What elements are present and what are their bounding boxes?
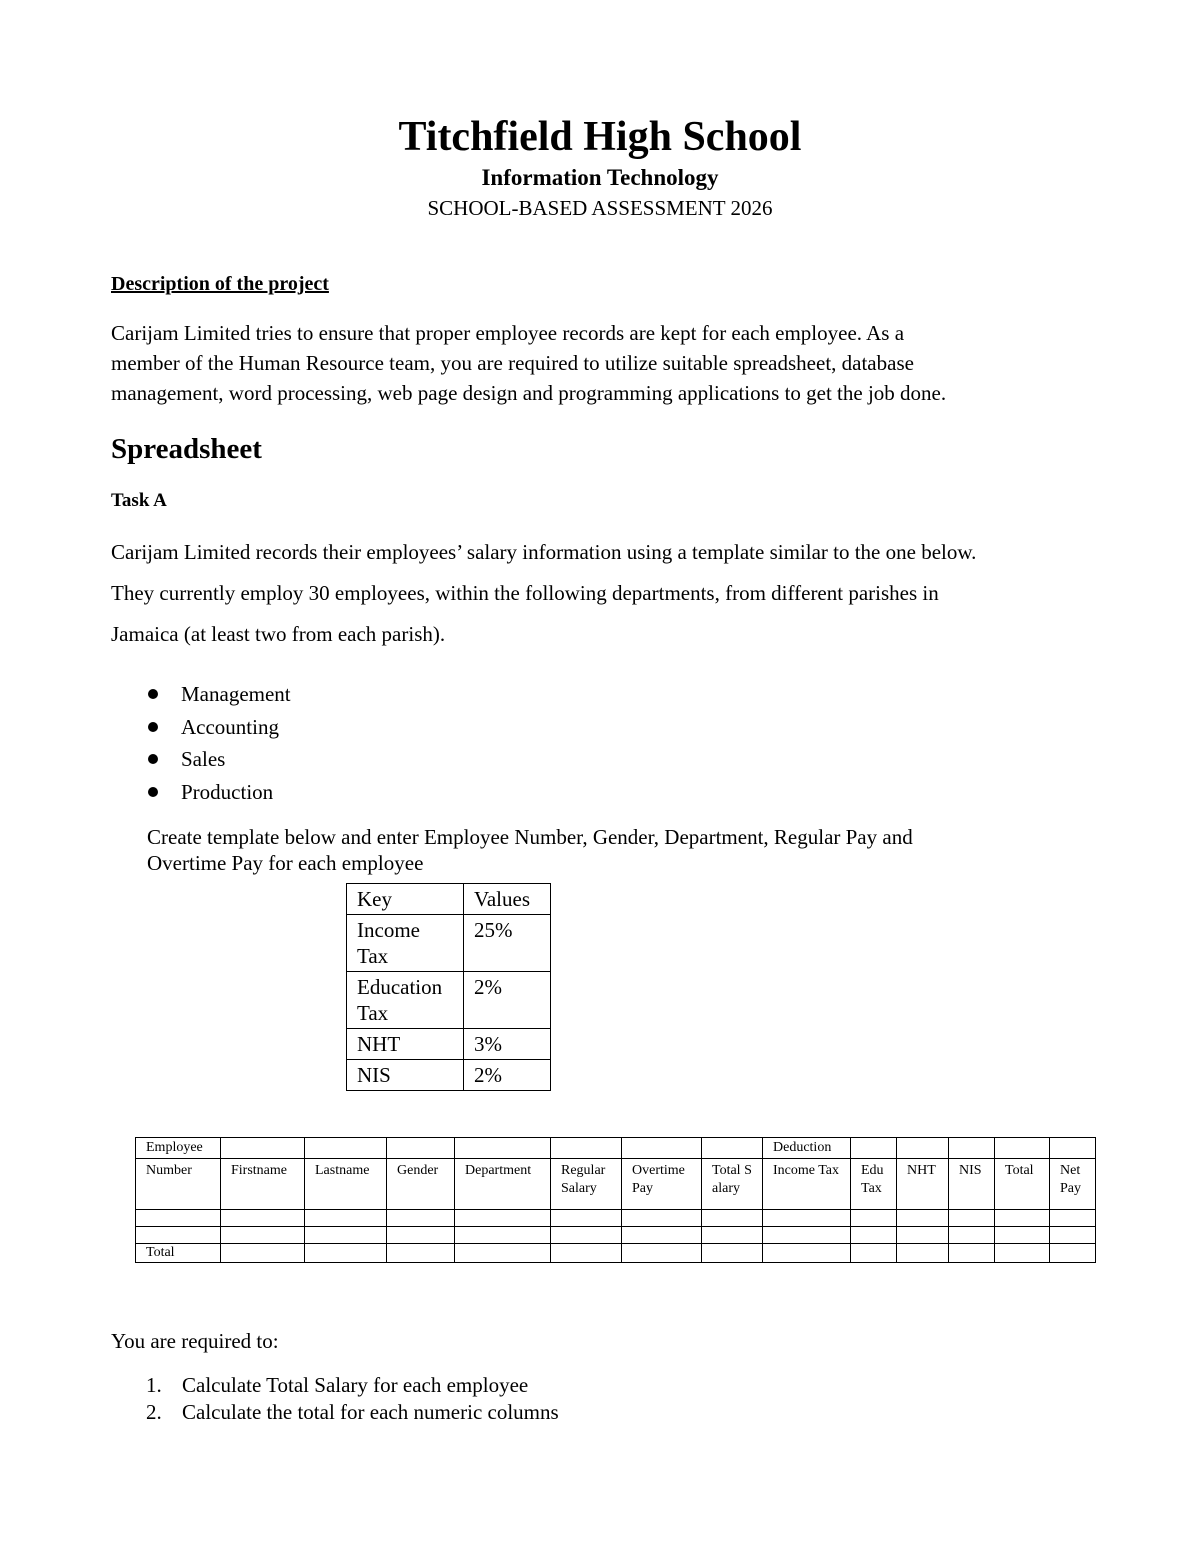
table-header-cell: Edu Tax [851,1159,897,1210]
values-header: Values [464,884,551,915]
table-header-cell: Gender [387,1159,455,1210]
value-cell: 25% [464,915,551,972]
table-row [347,884,551,915]
table-cell [387,1244,455,1263]
table-cell [221,1244,305,1263]
table-cell [949,1210,995,1227]
table-header-cell: Total Salary [702,1159,763,1210]
key-header: Key [347,884,464,915]
table-cell [551,1244,622,1263]
table-header-cell [305,1138,387,1159]
table-header-cell [949,1138,995,1159]
list-item: Management [148,678,291,711]
table-cell [897,1227,949,1244]
description-line: management, word processing, web page design and programming applications to get the job done. [111,381,947,405]
table-cell [702,1227,763,1244]
table-cell [897,1210,949,1227]
table-header-cell [995,1138,1050,1159]
table-cell [622,1210,702,1227]
table-header-cell: Firstname [221,1159,305,1210]
table-header-cell [221,1138,305,1159]
table-cell [387,1227,455,1244]
list-item: Sales [148,743,291,776]
create-line: Create template below and enter Employee Number, Gender, Department, Regular Pay and [147,825,913,849]
table-header-cell: Income Tax [763,1159,851,1210]
table-header-cell: Number [136,1159,221,1210]
table-row [347,915,551,972]
table-header-cell [851,1138,897,1159]
table-cell [622,1244,702,1263]
list-item [146,1399,559,1426]
table-row [347,1029,551,1060]
item-number: 1. [146,1373,162,1397]
task-line: They currently employ 30 employees, within the following departments, from different parishes in [111,581,939,605]
value-cell: 3% [464,1029,551,1060]
list-item [146,1372,559,1399]
table-header-cell: Regular Salary [551,1159,622,1210]
table-cell [551,1227,622,1244]
salary-template-table [135,1137,1096,1263]
table-cell [851,1210,897,1227]
item-text: Calculate the total for each numeric columns [182,1400,559,1424]
table-cell [763,1244,851,1263]
table-header-cell [387,1138,455,1159]
value-cell: 2% [464,972,551,1029]
table-row [136,1159,1096,1210]
table-header-cell [455,1138,551,1159]
table-cell [702,1210,763,1227]
table-cell [136,1210,221,1227]
key-cell: Income Tax [347,915,464,972]
value-cell: 2% [464,1060,551,1091]
table-cell [897,1244,949,1263]
assessment-title: SCHOOL-BASED ASSESSMENT 2026 [427,196,773,220]
table-cell [995,1227,1050,1244]
table-cell [702,1244,763,1263]
table-header-cell: Department [455,1159,551,1210]
table-header-cell: NIS [949,1159,995,1210]
table-cell [995,1244,1050,1263]
table-header-cell [551,1138,622,1159]
key-cell: Education Tax [347,972,464,1029]
table-header-cell: Total [995,1159,1050,1210]
table-row [136,1227,1096,1244]
table-cell [387,1210,455,1227]
table-header-cell: Overtime Pay [622,1159,702,1210]
table-cell [763,1227,851,1244]
table-cell [455,1244,551,1263]
spreadsheet-heading: Spreadsheet [111,433,262,465]
school-title: Titchfield High School [398,114,802,160]
item-text: Calculate Total Salary for each employee [182,1373,529,1397]
table-row [136,1244,1096,1263]
key-cell: NHT [347,1029,464,1060]
table-cell [221,1210,305,1227]
create-template-paragraph [147,824,1047,876]
table-cell [551,1210,622,1227]
description-heading: Description of the project [111,273,329,295]
table-header-cell [702,1138,763,1159]
table-cell [305,1227,387,1244]
description-line: Carijam Limited tries to ensure that proper employee records are kept for each employee. As a [111,321,905,345]
table-row [136,1210,1096,1227]
table-cell [305,1244,387,1263]
department-list [148,678,291,808]
table-cell [305,1210,387,1227]
table-cell [995,1210,1050,1227]
table-header-cell: Employee [136,1138,221,1159]
key-values-table [346,883,551,1091]
requirements-list [146,1372,559,1426]
table-row [136,1138,1096,1159]
task-a-paragraph [111,532,1111,655]
description-paragraph [111,318,1071,408]
list-item: Accounting [148,711,291,744]
list-item: Production [148,776,291,809]
task-line: Carijam Limited records their employees’ salary information using a template similar to the one below. [111,540,977,564]
total-label: Total [136,1244,221,1263]
table-cell [455,1227,551,1244]
table-cell [221,1227,305,1244]
table-cell [949,1244,995,1263]
create-line: Overtime Pay for each employee [147,851,424,875]
table-cell [949,1227,995,1244]
table-cell [1050,1210,1096,1227]
table-header-cell: Net Pay [1050,1159,1096,1210]
table-row [347,1060,551,1091]
table-header-cell [897,1138,949,1159]
table-header-cell: Deduction [763,1138,851,1159]
task-a-label: Task A [111,490,167,511]
table-cell [763,1210,851,1227]
table-header-cell: Lastname [305,1159,387,1210]
table-cell [136,1227,221,1244]
table-header-cell [1050,1138,1096,1159]
task-line: Jamaica (at least two from each parish). [111,622,446,646]
table-header-cell: NHT [897,1159,949,1210]
key-cell: NIS [347,1060,464,1091]
table-cell [1050,1227,1096,1244]
description-line: member of the Human Resource team, you are required to utilize suitable spreadsheet, database [111,351,914,375]
table-cell [851,1244,897,1263]
item-number: 2. [146,1400,162,1424]
requirements-intro: You are required to: [111,1329,279,1353]
table-cell [851,1227,897,1244]
table-row [347,972,551,1029]
table-cell [622,1227,702,1244]
table-cell [1050,1244,1096,1263]
table-cell [455,1210,551,1227]
table-header-cell [622,1138,702,1159]
subject-subtitle: Information Technology [481,165,719,190]
